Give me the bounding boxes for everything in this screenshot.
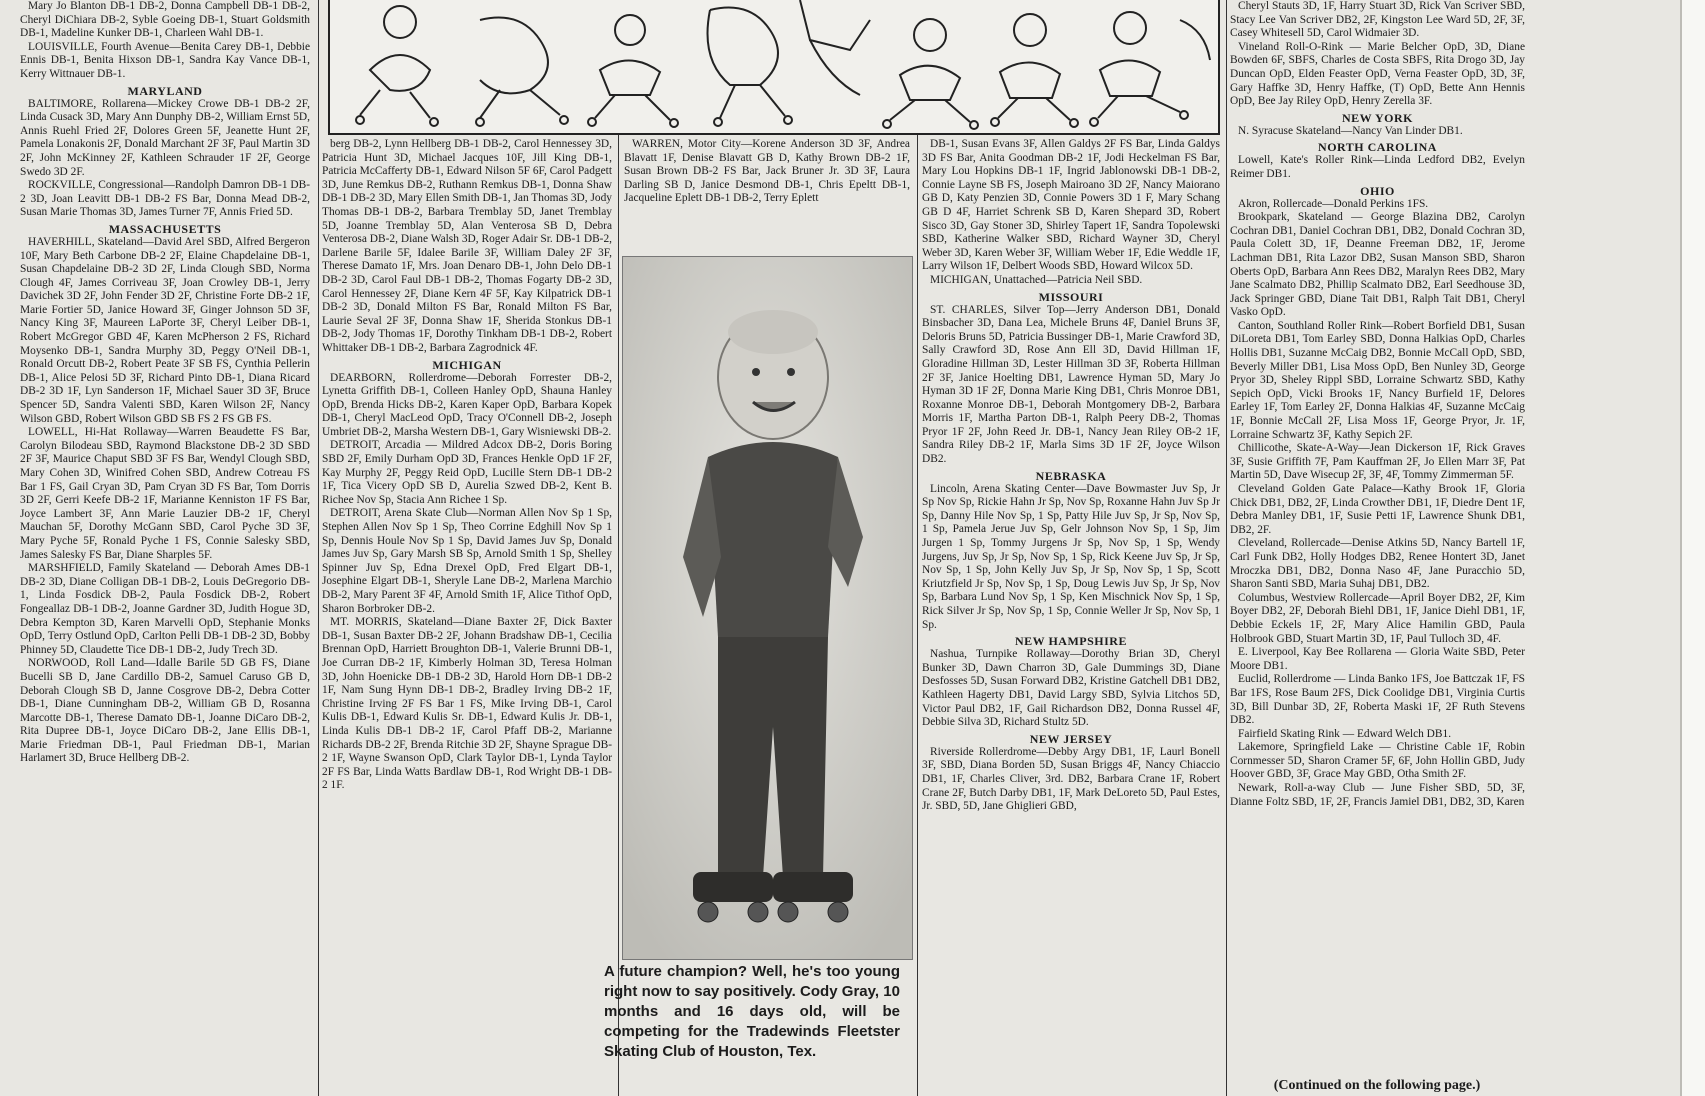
listing-paragraph: Vineland Roll-O-Rink — Marie Belcher OpD, 3D, Diane Bowden 6F, SBFS, Charles de Costa SBFS, Rita Drogo 3D, Jay Duncan OpD, Elden Feaster OpD, Verna Feaster OpD, 3D, 3F, Gary Haffke 3D, Henry Haffke, (T) OpD, Bette Ann Hennis OpD, Bee Jay Riley OpD, Henry Zerella 3F. [1230,40,1525,108]
listing-paragraph: BALTIMORE, Rollarena—Mickey Crowe DB-1 DB-2 2F, Linda Cusack 3D, Mary Ann Dunphy DB-2, William Ernst 5D, Annis Ruehl Fried 2F, Dolores Green 5F, Jeanette Hunt 2F, Pamela Lonakonis 2F, Donald Marchant 2F 3F, Paul Martin 3D 2F, John McKinney 2F, Kathleen Schrauder 1F 2F, George Swedo 3D 2F. [20,97,310,178]
column-rule [618,135,619,1096]
photo-caption: A future champion? Well, he's too young right now to say positively. Cody Gray, 10 months and 16 days old, will be competing for the Tradewinds Fleetster Skating Club of Houston, Tex. [604,963,900,1060]
listing-paragraph: MARSHFIELD, Family Skateland — Deborah Ames DB-1 DB-2 3D, Diane Colligan DB-1 DB-2, Louis DeGregorio DB-1, Linda Fosdick DB-2, Paula Fosdick DB-2, Robert Fongeallaz DB-1 DB-2, Joanne Gardner 3D, Judith Hogue 3D, Debra Kempton 3D, Karen Marvelli OpD, Stephanie Monks OpD, Terry Ostlund OpD, Carlton Pelli DB-1 DB-2 3D, Bobby Phinney 5D, Claudette Tice DB-1 DB-2, Judy Trech 3D. [20,562,310,656]
listing-paragraph: MICHIGAN, Unattached—Patricia Neil SBD. [930,273,1143,286]
listing-paragraph: Cheryl Stauts 3D, 1F, Harry Stuart 3D, Rick Van Scriver SBD, Stacy Lee Van Scriver DB2, 2F, Kingston Lee Ward 5D, 2F, 3F, Casey Whitesell 5D, Carol Widmaier 3D. [1230,0,1525,40]
section-heading: NEW YORK [1341,110,1413,125]
listing-paragraph: Lakemore, Springfield Lake — Christine Cable 1F, Robin Cornmesser 5D, Sharon Cramer 5F, 6F, John Hollin GBD, Judy Hoover GBD, 3F, Grace May GBD, Otha Smith 2F. [1230,741,1525,781]
section-heading: OHIO [1360,183,1395,198]
listing-paragraph: N. Syracuse Skateland—Nancy Van Linder DB1. [1238,124,1463,137]
listing-paragraph: Nashua, Turnpike Rollaway—Dorothy Brian 3D, Cheryl Bunker 3D, Dawn Charron 3D, Gale Dummings 3D, Diane Desfosses 5D, Susan Forward DB2, Kristine Gatchell DB1 DB2, Kathleen Hagerty DB1, David Largy SBD, Sylvia Litchos 5D, Victor Paul DB2, 1F, Gail Richardson DB2, Donna Russel 4F, Debbie Silva 3D, Richard Stultz 5D. [922,648,1220,729]
column-rule [318,0,319,1096]
column-4 [922,138,1220,1096]
listing-paragraph: Euclid, Rollerdrome — Linda Banko 1FS, Joe Battczak 1F, FS Bar 1FS, Rose Baum 2FS, Dick Coolidge DB1, Virginia Curtis 3D, Bill Dunbar 3D, 2F, Roberta Maski 1F, 2F Ruth Stevens DB2. [1230,673,1525,727]
listing-paragraph: Newark, Roll-a-way Club — June Fisher SBD, 5D, 3F, Dianne Foltz SBD, 1F, 2F, Francis Jamiel DB1, DB2, 3D, Karen [1230,782,1525,808]
baby-photo-image [623,257,912,959]
listing-paragraph: Chillicothe, Skate-A-Way—Jean Dickerson 1F, Rick Graves 3F, Susie Griffith 7F, Pam Kauffman 2F, Jo Ellen Marr 3F, Pat Martin 5D, Dave Wisecup 2F, 3F, 4F, Tommy Zimmerman 5F. [1230,442,1525,482]
listing-paragraph: Brookpark, Skateland — George Blazina DB2, Carolyn Cochran DB1, Daniel Cochran DB1, DB2, Donald Cochran 3D, Paula Colett 3D, 1F, Deanne Freeman DB2, 1F, Jerome Lachman DB1, Rita Lazor DB2, Susan Manson SBD, Sharon Oberts OpD, Barbara Ann Rees DB2, Maralyn Rees DB2, Mary Jane Scalmato DB2, Phillip Scalmato DB2, Earl Seedhouse 3D, Jack Springer GBD, Diane Tait DB1, Ralph Tait DB1, Cheryl Vasko OpD. [1230,211,1525,319]
baby-skater-photo [622,256,913,960]
listing-paragraph: ST. CHARLES, Silver Top—Jerry Anderson DB1, Donald Binsbacher 3D, Dana Lea, Michele Bruns 4F, Daniel Bruns 3F, Deloris Bruns 5D, Patricia Bussinger DB-1, Marie Crawford 3D, Sally Crawford 3D, Rose Ann Ell 3D, David Hillman 1F, Gloradine Hillman 3D, Lester Hillman 3D 3F, Roberta Hillman 2F 3F, Janice Hoelting DB1, Lawrence Hyman 5D, Mary Jo Hyman 3D 1F 2F, Donna Marie King DB1, Chris Monroe DB1, Roxanne Monroe DB-1, Deborah Montgomery DB-2, Barbara Morris 1F, Martha Parton DB-1, Ralph Peery DB-2, Thomas Pryor 1F 2F, John Reed Jr. DB-1, Nancy Jean Riley OB-2 1F, Sandra Riley DB-2 1F, Marla Sims 3D 1F 2F, Joyce Wilson DB2. [922,303,1220,466]
skaters-drawing [330,0,1218,133]
listing-paragraph: Cleveland, Rollercade—Denise Atkins 5D, Nancy Bartell 1F, Carl Funk DB2, Holly Hodges DB2, Renee Hontert 3D, Janet Mroczka DB1, DB2, Donna Naso 4F, Jane Puracchio 5D, Sharon Santi SBD, Maria Suhaj DB1, DB2. [1230,537,1525,591]
listing-paragraph: Fairfield Skating Rink — Edward Welch DB1. [1238,727,1452,740]
listing-paragraph: E. Liverpool, Kay Bee Rollarena — Gloria Waite SBD, Peter Moore DB1. [1230,646,1525,672]
listing-paragraph: DEARBORN, Rollerdrome—Deborah Forrester DB-2, Lynetta Griffith DB-1, Colleen Hanley OpD, Shauna Hanley OpD, Brenda Hicks DB-2, Karen Kaper OpD, Barbara Kopek DB-1, Cheryl MacLeod OpD, Tracy O'Connell DB-2, Joseph Umbriet DB-2, Marsha Western DB-1, Gary Wisniewski DB-2. [322,371,612,438]
listing-paragraph: Canton, Southland Roller Rink—Robert Borfield DB1, Susan DiLoreta DB1, Tom Earley SBD, Donna Halkias OpD, Charles Hollis DB1, Suzanne McCaig DB2, Bonnie McCall OpD, SBD, Beverly Miller DB1, Lisa Moss OpD, Ben Nunley 3D, George Pryor 3D, Sheley Rippl SBD, Lorraine Schwartz SBD, Kathy Sepich OpD, Vicki Brooks 1F, Nancy Burfield 1F, Delores Earley 1F, Tom Earley 2F, Donna Halkias 4F, Suzanne McCaig 1F, Bonnie McCall 2F, Lisa Moss 1F, George Pryor, Jr. 1F, Lorraine Schwartz 3F, Kathy Sepich 2F. [1230,319,1525,441]
listing-paragraph: Cleveland Golden Gate Palace—Kathy Brook 1F, Gloria Chick DB1, DB2, 2F, Linda Crowther DB1, 1F, Diedre Dent 1F, Debra Manley DB1, 1F, Susie Petti 1F, Lawrence Shunk DB1, DB2, 2F. [1230,483,1525,536]
column-1 [20,0,310,1096]
listing-paragraph: NORWOOD, Roll Land—Idalle Barile 5D GB FS, Diane Bucelli SB D, Jane Cardillo DB-2, Samuel Caruso GB D, Deborah Clough SB D, Janne Cosgrove DB-2, Debra Cotter DB-1, Diane Cunningham DB-2, William GB D, Rosanna Marcotte DB-1, Therese Damato DB-1, Joanne DiCaro DB-2, Rita Dupree DB-1, Joyce DiCaro DB-2, Jane Ellis DB-1, Marie Friedman DB-1, Paul Friedman DB-1, Marian Harlamert 3D, Bruce Hellberg DB-2. [20,657,310,765]
column-rule [917,135,918,1096]
section-heading: NEBRASKA [1035,468,1107,483]
section-heading: NORTH CAROLINA [1318,140,1437,155]
section-heading: MISSOURI [1038,289,1104,304]
listing-paragraph: DB-1, Susan Evans 3F, Allen Galdys 2F FS Bar, Linda Galdys 3D FS Bar, Anita Goodman DB-2 1F, Jodi Heckelman FS Bar, Mary Lou Hopkins DB-1 1F, Ingrid Jablonowski DB-1 DB-2, Connie Layne SB FS, Joseph Mairoano 3D 2F, Nancy Maiorano GB D, Katy Penzien 3D, Connie Powers 3D 1 F, Mary Schang GB D 4F, Harriet Schrenk SB D, Karen Shepard 3D, Robert Sisco 3D, Gay Stoner 3D, Shirley Tapert 1F, Sandra Topolewski SBD, Katherine Walker SBD, Richard Wayner 3D, Cheryl Weber 3D, Karen Weber 3F, William Weber 1F, Edie Weddle 1F, Larry Wilson 1F, Delbert Woods SBD, Howard Wilcox 5D. [922,138,1220,273]
listing-paragraph: ROCKVILLE, Congressional—Randolph Damron DB-1 DB-2 3D, Joan Leavitt DB-1 DB-2 FS Bar, Donna Mead DB-2, Susan Marie Thomas 3D, James Turner 7F, Annis Fried 5D. [20,179,310,219]
listing-paragraph: berg DB-2, Lynn Hellberg DB-1 DB-2, Carol Hennessey 3D, Patricia Hunt 3D, Michael Jacques 10F, Jill King DB-1, Patricia McCafferty DB-1, Edward Nilson 5F 6F, Carol Padgett 3D, June Remkus DB-2, Ruthann Remkus DB-1, Donna Shaw DB-1 DB-2 3D, Mary Ellen Smith DB-1, Jan Thomas 3D, Jody Thomas DB-1 DB-2, Barbara Tremblay 5D, Janet Tremblay 5D, Joanne Tremblay 5D, Alan Venterosa SB D, Debra Venterosa DB-2, Diane Walsh 3D, Roger Adair Sr. DB-1 DB-2, Darlene Barile 5F, Idalee Barile 3F, William Daley 2F 3F, Therese Damato 1F, Mrs. Joan Denaro DB-1, John Delo DB-1 DB-2 3D, Carol Faul DB-1 DB-2, Thomas Fogarty DB-2 3D, Carol Hennessey 2F, Diane Kern 4F 5F, Kay Kilpatrick DB-1 DB-2 3D, Donald Milton FS Bar, Ronald Milton FS Bar, Laurie Seval 2F 3F, Donna Shaw 1F, Sherida Stonkus DB-1 DB-2, Jody Thomas 1F, Dorothy Tinkham DB-1 DB-2, Robert Whittaker DB-1 DB-2, Barbara Zagrodnick 4F. [322,138,612,354]
torn-page-edge [1680,0,1705,1096]
listing-paragraph: MT. MORRIS, Skateland—Diane Baxter 2F, Dick Baxter DB-1, Susan Baxter DB-2 2F, Johann Bradshaw DB-1, Cecilia Brennan OpD, Harriett Broughton DB-1, Valerie Brunni DB-1, Joe Curran DB-2 1F, Kimberly Holman 3D, Teresa Holman 3D, John Hoenicke DB-1 DB-2 3D, Harold Horn DB-1 DB-2 1F, Nam Sung Hynn DB-1 DB-2, Bradley Irving DB-2 1F, Christine Irving 2F FS Bar 1 FS, Mike Irving DB-1, Carol Kulis DB-1, Edward Kulis Sr. DB-1, Edward Kulis Jr. DB-1, Linda Kulis DB-1 DB-2 1F, Carol Pfaff DB-2, Marianne Richards DB-2 2F, Brenda Ritchie 3D 2F, Shayne Sprague DB-2 1F, Wayne Swanson OpD, Clark Taylor DB-1, Lynda Taylor 2F FS Bar, Linda Watts Bardlaw DB-1, Rod Wright DB-1 DB-2 1F. [322,616,612,792]
listing-paragraph: Columbus, Westview Rollercade—April Boyer DB2, 2F, Kim Boyer DB2, 2F, Deborah Biehl DB1, 1F, Janice Diehl DB1, 1F, Debbie Eckels 1F, 2F, Mary Alice Hamilin GBD, Paula Holbrook GBD, Stuart Martin 3D, 1F, Paul Tulloch 3D, 4F. [1230,591,1525,645]
listing-paragraph: Riverside Rollerdrome—Debby Argy DB1, 1F, Laurl Bonell 3F, SBD, Diana Borden 5D, Susan Briggs 4F, Nancy Chiaccio DB1, 1F, Charles Cliver, 3rd. DB2, Barbara Crane 1F, Robert Crane 2F, Butch Darby DB1, 1F, Mark DeLoreto 5D, Paul Estes, Jr. SBD, 5D, Jane Ghiglieri GBD, [922,745,1220,813]
section-heading: MASSACHUSETTS [108,221,222,236]
listing-paragraph: WARREN, Motor City—Korene Anderson 3D 3F, Andrea Blavatt 1F, Denise Blavatt GB D, Kathy Brown DB-2 1F, Susan Brown DB-2 FS Bar, Jack Bruner Jr. 3D 3F, Laura Darling SB D, Janice Desmond DB-1, Chris Epeltt DB-1, Jacqueline Eplett DB-1 DB-2, Terry Eplett [624,138,910,205]
listing-paragraph: DETROIT, Arcadia — Mildred Adcox DB-2, Doris Boring SBD 2F, Emily Durham OpD 3D, Frances Henkle OpD 1F 2F, Kay Murphy 2F, Peggy Reid OpD, Lucille Stern DB-1 DB-2 1F, Tica Vicery OpD SB D, Aurelia Szwed DB-2, Kent B. Richee Nov Sp, Stacia Ann Richee 1 Sp. [322,439,612,506]
cartoon-illustration [328,0,1220,135]
continued-note: (Continued on the following page.) [1273,1078,1481,1093]
listing-paragraph: DETROIT, Arena Skate Club—Norman Allen Nov Sp 1 Sp, Stephen Allen Nov Sp 1 Sp, Theo Corrine Edghill Nov Sp 1 Sp, Dennis Houle Nov Sp 1 Sp, David James Juv Sp, Donald James Juv Sp, Gary Marsh SB Sp, Arnold Smith 1 Sp, Shelley Spinner Juv Sp, Edna Drexel OpD, Fred Elgart DB-1, Josephine Elgart DB-1, Sheryle Lane DB-2, Marlena Marchio DB-2, Mary Parent 3F 4F, Arnold Smith 1F, Alice Tithof OpD, Sharon Borbroker DB-2. [322,507,612,615]
listing-paragraph: LOWELL, Hi-Hat Rollaway—Warren Beaudette FS Bar, Carolyn Bilodeau SBD, Raymond Blackstone DB-2 3D SBD 2F 3F, Maurice Chaput SBD 3F FS Bar, Wendyl Clough SBD, Mary Cohen 3D, Winifred Cohen SBD, Andrew Cotreau FS Bar 1 FS, Gail Cryan 3D, Pam Cryan 3D FS Bar, Tom Dorris 3D 2F, Gerri Keefe DB-2 1F, Marianne Kenniston 1F FS Bar, Joyce Lambert 3F, Ann Marie Lauzier DB-2 1F, Cheryl Mauchan 5F, Dorothy McGann SBD, Carol Pyche 3D 3F, Mary Pyche 5F, Ronald Pyche 1 FS, Connie Salesky SBD, James Salesky FS Bar, Diane Sharples 5F. [20,426,310,561]
column-rule [1226,0,1227,1096]
section-heading: MICHIGAN [432,357,502,372]
listing-paragraph: Akron, Rollercade—Donald Perkins 1FS. [1238,197,1429,210]
section-heading: NEW HAMPSHIRE [1015,634,1127,649]
listing-paragraph: Lincoln, Arena Skating Center—Dave Bowmaster Juv Sp, Jr Sp Nov Sp, Rickie Hahn Jr Sp, Nov Sp, Roxanne Hahn Juv Sp Jr Sp, Danny Hile Nov Sp, 1 Sp, Patty Hile Juv Sp, Jr Sp, Nov Sp, 1 Sp, Pamela Jerue Juv Sp, Gelr Johnson Nov Sp, 1 Sp, Jim Jurgen 1 Sp, Tommy Jurgens Jr Sp, Nov Sp, 1 Sp, Wendy Jurgens, Juv Sp, Jr Sp, Nov Sp, 1 Sp, Rick Keene Juv Sp, Jr Sp, Nov Sp, 1 Sp, John Kelly Juv Sp, Jr Sp, Nov Sp, 1 Sp, Scott Kriutzfield Jr Sp, Nov Sp, 1 Sp, Doug Lewis Juv Sp, Jr Sp, Nov Sp, Barbara Lund Nov Sp, 1 Sp, Ken Mischnick Nov Sp, 1 Sp, Rick Silver Jr Sp, Nov Sp, 1 Sp, Connie Weller Jr Sp, Nov Sp, 1 Sp. [922,482,1220,631]
listing-paragraph: LOUISVILLE, Fourth Avenue—Benita Carey DB-1, Debbie Ennis DB-1, Benita Hixson DB-1, Sandra Kay Vance DB-1, Kerry Wittnauer DB-1. [20,40,310,80]
column-5 [1230,0,1525,1090]
listing-paragraph: Mary Jo Blanton DB-1 DB-2, Donna Campbell DB-1 DB-2, Cheryl DiChiara DB-2, Syble Goeing DB-1, Stuart Goldsmith DB-1, Madeline Kunker DB-1, Charleen Wahl DB-1. [20,0,310,40]
section-heading: NEW JERSEY [1029,731,1113,746]
section-heading: MARYLAND [127,83,203,98]
listing-paragraph: Lowell, Kate's Roller Rink—Linda Ledford DB2, Evelyn Reimer DB1. [1230,154,1525,180]
column-3-top [624,138,910,250]
column-2 [322,138,612,1096]
listing-paragraph: HAVERHILL, Skateland—David Arel SBD, Alfred Bergeron 10F, Mary Beth Carbone DB-2 2F, Elaine Chapdelaine DB-1, Susan Chapdelaine DB-2 3D 2F, Linda Clough SBD, Norma Clough 4F, James Corriveau 3F, Joan Crowley DB-1, Jerry Davichek 3D 2F, John Fender 3D 2F, Christine Forte DB-2 1F, Marie Fortier 5D, Janice Howard 3F, Ginger Johnson 5D 3F, Nancy King 3F, Maureen LaPorte 3F, Cheryl Leiber DB-1, Robert McGregor GBD 4F, Karen McPherson 2 FS, Richard Moysenko DB-1, Sandra Murphy 3D, Peggy O'Neil DB-1, Ronald Orcutt DB-2, Robert Peate 3F SB FS, Cynthia Pellerin DB-1, Alice Pelosi 5D 3F, Richard Pinto DB-1, Diana Ricard DB-2 3D 1F, Lyn Sanderson 1F, Michael Sauer 3D 3F, Bruce Spencer 5D, Sandra Valenti SBD, Karen Wilson 2F, Nancy Wilson GBD, Robert Wilson GBD SB FS 2 FS GB FS. [20,235,310,425]
